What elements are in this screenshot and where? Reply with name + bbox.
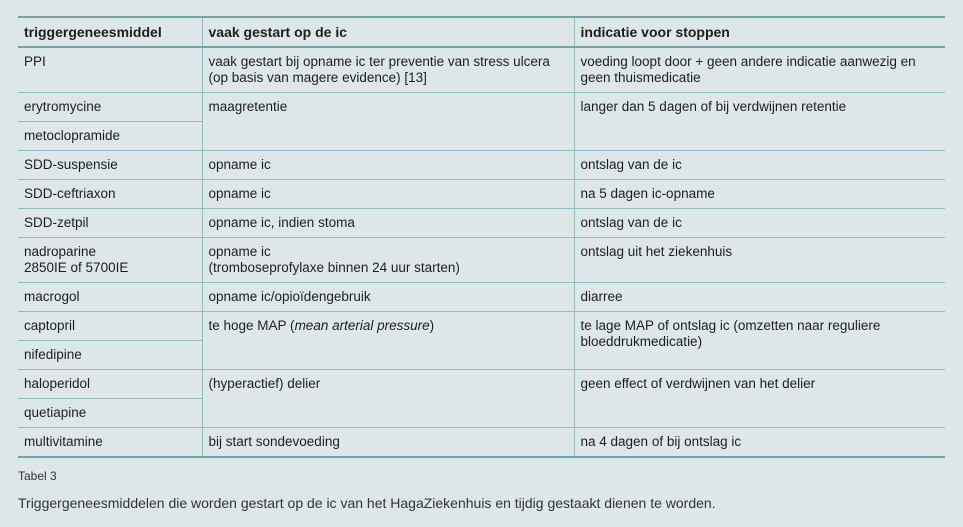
table-caption-text: Triggergeneesmiddelen die worden gestart op de ic van het HagaZiekenhuis en tijdig gestaakt dienen te worden. bbox=[18, 495, 716, 511]
cell-drug: macrogol bbox=[18, 283, 202, 312]
cell-drug: nifedipine bbox=[18, 341, 202, 370]
cell-start: (hyperactief) delier bbox=[202, 370, 574, 428]
cell-start-emphasis: mean arterial pressure bbox=[294, 318, 430, 333]
cell-drug: metoclopramide bbox=[18, 122, 202, 151]
cell-drug: quetiapine bbox=[18, 399, 202, 428]
table-row bbox=[18, 370, 945, 399]
medication-table-container bbox=[18, 16, 945, 458]
cell-drug: multivitamine bbox=[18, 428, 202, 458]
cell-drug: SDD-suspensie bbox=[18, 151, 202, 180]
table-row bbox=[18, 283, 945, 312]
header-start: vaak gestart op de ic bbox=[202, 17, 574, 47]
cell-start: vaak gestart bij opname ic ter preventie van stress ulcera (op basis van magere evidence) [13] bbox=[202, 47, 574, 93]
cell-stop: te lage MAP of ontslag ic (omzetten naar reguliere bloeddrukmedicatie) bbox=[574, 312, 945, 370]
header-drug: triggergeneesmiddel bbox=[18, 17, 202, 47]
cell-start: opname ic bbox=[202, 180, 574, 209]
table-caption-label: Tabel 3 bbox=[18, 469, 57, 483]
table-row bbox=[18, 312, 945, 341]
cell-start: bij start sondevoeding bbox=[202, 428, 574, 458]
cell-stop: na 5 dagen ic-opname bbox=[574, 180, 945, 209]
cell-drug-line: nadroparine bbox=[24, 244, 97, 259]
cell-start-line: opname ic bbox=[208, 244, 271, 259]
table-row bbox=[18, 428, 945, 458]
table-row bbox=[18, 151, 945, 180]
table-row bbox=[18, 47, 945, 93]
cell-drug: captopril bbox=[18, 312, 202, 341]
cell-stop: ontslag van de ic bbox=[574, 209, 945, 238]
cell-start-text: ) bbox=[429, 318, 435, 333]
table-row bbox=[18, 209, 945, 238]
cell-stop: langer dan 5 dagen of bij verdwijnen retentie bbox=[574, 93, 945, 151]
cell-drug: SDD-zetpil bbox=[18, 209, 202, 238]
cell-stop: ontslag van de ic bbox=[574, 151, 945, 180]
cell-stop: voeding loopt door + geen andere indicatie aanwezig en geen thuismedicatie bbox=[574, 47, 945, 93]
cell-start bbox=[202, 238, 574, 283]
cell-start-text: te hoge MAP ( bbox=[208, 318, 295, 333]
table-row bbox=[18, 238, 945, 283]
cell-start-line: (tromboseprofylaxe binnen 24 uur starten) bbox=[208, 260, 460, 275]
cell-start bbox=[202, 312, 574, 370]
table-row bbox=[18, 180, 945, 209]
cell-drug: SDD-ceftriaxon bbox=[18, 180, 202, 209]
cell-start: opname ic/opioïdengebruik bbox=[202, 283, 574, 312]
cell-start: opname ic bbox=[202, 151, 574, 180]
header-stop: indicatie voor stoppen bbox=[574, 17, 945, 47]
cell-stop: geen effect of verdwijnen van het delier bbox=[574, 370, 945, 428]
cell-start: maagretentie bbox=[202, 93, 574, 151]
cell-stop: ontslag uit het ziekenhuis bbox=[574, 238, 945, 283]
table-row bbox=[18, 93, 945, 122]
cell-start: opname ic, indien stoma bbox=[202, 209, 574, 238]
cell-stop: diarree bbox=[574, 283, 945, 312]
trigger-medication-table bbox=[18, 16, 945, 458]
cell-stop: na 4 dagen of bij ontslag ic bbox=[574, 428, 945, 458]
cell-drug-line: 2850IE of 5700IE bbox=[24, 260, 129, 275]
table-header-row bbox=[18, 17, 945, 47]
cell-drug: erytromycine bbox=[18, 93, 202, 122]
cell-drug: PPI bbox=[18, 47, 202, 93]
cell-drug bbox=[18, 238, 202, 283]
cell-drug: haloperidol bbox=[18, 370, 202, 399]
